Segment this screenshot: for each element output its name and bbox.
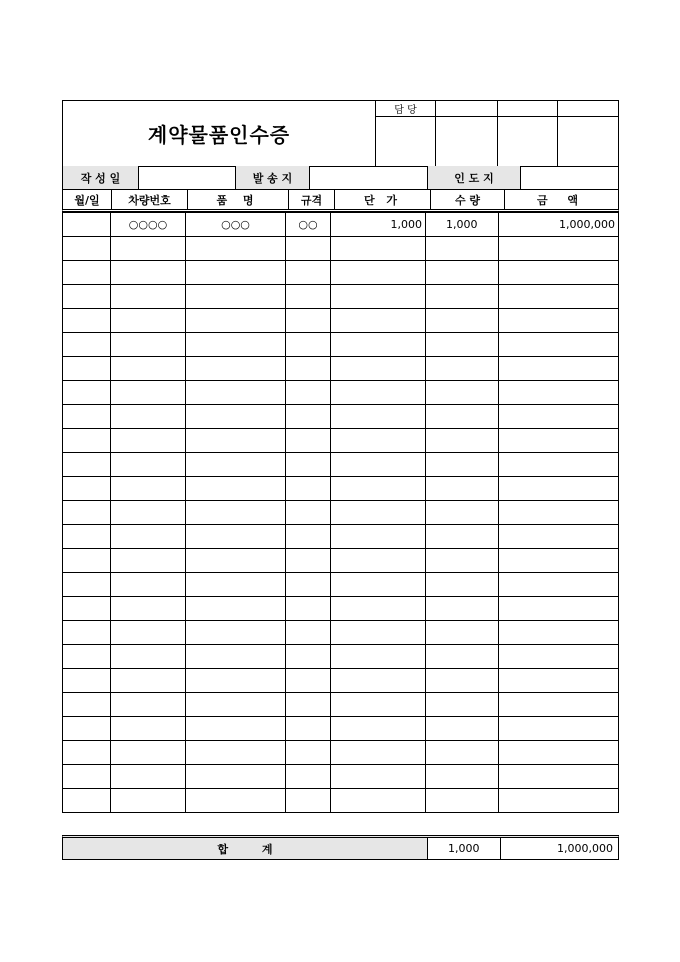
row-qty-cell[interactable]	[426, 477, 499, 501]
row-vehicle-cell[interactable]	[111, 789, 186, 813]
row-item-cell[interactable]	[186, 717, 286, 741]
row-item-cell[interactable]	[186, 501, 286, 525]
row-item-cell[interactable]	[186, 597, 286, 621]
row-spec-cell[interactable]	[286, 237, 331, 261]
table-row	[63, 309, 619, 333]
row-item-cell[interactable]	[186, 261, 286, 285]
row-unit-price-cell[interactable]	[331, 717, 426, 741]
col-header-vehicle: 차량번호	[112, 190, 188, 209]
row-date-cell[interactable]	[63, 261, 111, 285]
row-item-cell[interactable]	[186, 237, 286, 261]
date-label: 작 성 일	[80, 171, 121, 185]
row-qty-cell[interactable]	[426, 333, 499, 357]
row-qty-cell[interactable]	[426, 765, 499, 789]
total-qty: 1,000	[428, 838, 501, 859]
row-spec-cell[interactable]	[286, 261, 331, 285]
row-item-cell[interactable]: ○○○	[186, 213, 286, 237]
row-amount-cell[interactable]	[499, 261, 619, 285]
table-row	[63, 213, 619, 237]
row-unit-price-cell[interactable]	[331, 573, 426, 597]
destination-field[interactable]	[521, 166, 619, 190]
row-spec-cell[interactable]	[286, 357, 331, 381]
row-amount-cell[interactable]	[499, 357, 619, 381]
row-qty-cell[interactable]	[426, 237, 499, 261]
row-unit-price-cell[interactable]	[331, 381, 426, 405]
approval-sign-box-3[interactable]	[497, 116, 558, 167]
table-row	[63, 237, 619, 261]
row-vehicle-cell[interactable]	[111, 309, 186, 333]
row-amount-cell[interactable]	[499, 285, 619, 309]
approval-sign-box-1[interactable]	[375, 116, 436, 167]
row-qty-cell[interactable]	[426, 741, 499, 765]
table-row	[63, 525, 619, 549]
col-header-spec: 규격	[289, 190, 335, 209]
row-item-cell[interactable]	[186, 525, 286, 549]
row-spec-cell[interactable]	[286, 477, 331, 501]
table-row	[63, 381, 619, 405]
destination-label: 인 도 지	[454, 171, 494, 185]
approval-label: 담 당	[394, 105, 417, 116]
table-row	[63, 477, 619, 501]
row-vehicle-cell[interactable]: ○○○○	[111, 213, 186, 237]
row-qty-cell[interactable]: 1,000	[426, 213, 499, 237]
row-unit-price-cell[interactable]	[331, 309, 426, 333]
row-item-cell[interactable]	[186, 645, 286, 669]
row-date-cell[interactable]	[63, 309, 111, 333]
row-qty-cell[interactable]	[426, 525, 499, 549]
destination-label-cell	[427, 166, 521, 190]
row-spec-cell[interactable]	[286, 453, 331, 477]
row-date-cell[interactable]	[63, 525, 111, 549]
row-spec-cell[interactable]: ○○	[286, 213, 331, 237]
row-date-cell[interactable]	[63, 669, 111, 693]
row-date-cell[interactable]	[63, 621, 111, 645]
row-amount-cell[interactable]	[499, 741, 619, 765]
table-row	[63, 453, 619, 477]
row-vehicle-cell[interactable]	[111, 717, 186, 741]
row-date-cell[interactable]	[63, 333, 111, 357]
row-item-cell[interactable]	[186, 765, 286, 789]
table-row	[63, 669, 619, 693]
row-vehicle-cell[interactable]	[111, 573, 186, 597]
row-item-cell[interactable]	[186, 357, 286, 381]
row-unit-price-cell[interactable]	[331, 333, 426, 357]
row-date-cell[interactable]	[63, 285, 111, 309]
row-item-cell[interactable]	[186, 693, 286, 717]
row-unit-price-cell[interactable]	[331, 741, 426, 765]
row-spec-cell[interactable]	[286, 501, 331, 525]
table-row	[63, 333, 619, 357]
table-row	[63, 621, 619, 645]
row-amount-cell[interactable]	[499, 693, 619, 717]
row-item-cell[interactable]	[186, 477, 286, 501]
title-cell	[62, 100, 375, 167]
row-unit-price-cell[interactable]	[331, 453, 426, 477]
items-table-body	[63, 213, 619, 813]
row-unit-price-cell[interactable]	[331, 477, 426, 501]
table-row	[63, 405, 619, 429]
row-qty-cell[interactable]	[426, 501, 499, 525]
approval-head-3	[497, 100, 558, 117]
row-qty-cell[interactable]	[426, 669, 499, 693]
row-qty-cell[interactable]	[426, 357, 499, 381]
row-spec-cell[interactable]	[286, 333, 331, 357]
row-qty-cell[interactable]	[426, 309, 499, 333]
row-item-cell[interactable]	[186, 573, 286, 597]
sender-label-cell	[235, 166, 310, 190]
row-unit-price-cell[interactable]	[331, 549, 426, 573]
table-row	[63, 645, 619, 669]
row-vehicle-cell[interactable]	[111, 285, 186, 309]
table-row	[63, 285, 619, 309]
row-amount-cell[interactable]	[499, 309, 619, 333]
table-row	[63, 741, 619, 765]
row-vehicle-cell[interactable]	[111, 669, 186, 693]
row-vehicle-cell[interactable]	[111, 237, 186, 261]
row-date-cell[interactable]	[63, 381, 111, 405]
row-qty-cell[interactable]	[426, 429, 499, 453]
row-unit-price-cell[interactable]	[331, 645, 426, 669]
row-date-cell[interactable]	[63, 453, 111, 477]
row-vehicle-cell[interactable]	[111, 549, 186, 573]
row-date-cell[interactable]	[63, 405, 111, 429]
row-amount-cell[interactable]	[499, 381, 619, 405]
row-vehicle-cell[interactable]	[111, 477, 186, 501]
approval-head-2	[435, 100, 498, 117]
total-row	[62, 835, 619, 860]
row-spec-cell[interactable]	[286, 669, 331, 693]
row-spec-cell[interactable]	[286, 381, 331, 405]
row-qty-cell[interactable]	[426, 573, 499, 597]
row-date-cell[interactable]	[63, 429, 111, 453]
row-date-cell[interactable]	[63, 645, 111, 669]
table-row	[63, 717, 619, 741]
row-unit-price-cell[interactable]	[331, 693, 426, 717]
row-qty-cell[interactable]	[426, 597, 499, 621]
table-row	[63, 573, 619, 597]
row-vehicle-cell[interactable]	[111, 405, 186, 429]
table-row	[63, 357, 619, 381]
table-row	[63, 501, 619, 525]
row-amount-cell[interactable]	[499, 717, 619, 741]
approval-head-4	[557, 100, 619, 117]
row-amount-cell[interactable]	[499, 429, 619, 453]
row-amount-cell[interactable]	[499, 645, 619, 669]
row-amount-cell[interactable]	[499, 549, 619, 573]
table-row	[63, 693, 619, 717]
row-date-cell[interactable]	[63, 549, 111, 573]
date-field[interactable]	[139, 166, 235, 190]
row-spec-cell[interactable]	[286, 597, 331, 621]
row-amount-cell[interactable]	[499, 789, 619, 813]
row-date-cell[interactable]	[63, 597, 111, 621]
row-vehicle-cell[interactable]	[111, 621, 186, 645]
row-item-cell[interactable]	[186, 453, 286, 477]
items-table	[62, 212, 619, 813]
row-qty-cell[interactable]	[426, 549, 499, 573]
table-row	[63, 765, 619, 789]
col-header-unit-price: 단 가	[335, 190, 431, 209]
column-header-row	[62, 190, 619, 212]
row-date-cell[interactable]	[63, 501, 111, 525]
table-row	[63, 597, 619, 621]
row-unit-price-cell[interactable]	[331, 405, 426, 429]
row-amount-cell[interactable]	[499, 477, 619, 501]
row-spec-cell[interactable]	[286, 621, 331, 645]
row-item-cell[interactable]	[186, 333, 286, 357]
row-spec-cell[interactable]	[286, 741, 331, 765]
row-amount-cell[interactable]	[499, 237, 619, 261]
row-qty-cell[interactable]	[426, 789, 499, 813]
row-amount-cell[interactable]	[499, 621, 619, 645]
row-unit-price-cell[interactable]	[331, 261, 426, 285]
row-item-cell[interactable]	[186, 429, 286, 453]
row-date-cell[interactable]	[63, 357, 111, 381]
row-spec-cell[interactable]	[286, 765, 331, 789]
date-label-cell	[62, 166, 139, 190]
row-unit-price-cell[interactable]	[331, 357, 426, 381]
row-unit-price-cell[interactable]	[331, 285, 426, 309]
col-header-item: 품 명	[188, 190, 289, 209]
approval-label-cell	[375, 100, 436, 117]
table-row	[63, 549, 619, 573]
row-vehicle-cell[interactable]	[111, 333, 186, 357]
row-qty-cell[interactable]	[426, 261, 499, 285]
col-header-qty: 수 량	[431, 190, 505, 209]
row-unit-price-cell[interactable]	[331, 525, 426, 549]
approval-sign-box-2[interactable]	[435, 116, 498, 167]
row-amount-cell[interactable]	[499, 333, 619, 357]
row-spec-cell[interactable]	[286, 645, 331, 669]
row-item-cell[interactable]	[186, 741, 286, 765]
row-qty-cell[interactable]	[426, 717, 499, 741]
row-spec-cell[interactable]	[286, 429, 331, 453]
row-unit-price-cell[interactable]	[331, 501, 426, 525]
row-item-cell[interactable]	[186, 621, 286, 645]
row-vehicle-cell[interactable]	[111, 357, 186, 381]
row-vehicle-cell[interactable]	[111, 693, 186, 717]
row-amount-cell[interactable]	[499, 765, 619, 789]
row-vehicle-cell[interactable]	[111, 597, 186, 621]
row-unit-price-cell[interactable]	[331, 669, 426, 693]
row-spec-cell[interactable]	[286, 525, 331, 549]
table-row	[63, 429, 619, 453]
row-vehicle-cell[interactable]	[111, 765, 186, 789]
sender-label: 발 송 지	[252, 171, 293, 185]
row-qty-cell[interactable]	[426, 285, 499, 309]
page-title: 계약물품인수증	[147, 123, 291, 147]
row-vehicle-cell[interactable]	[111, 741, 186, 765]
row-qty-cell[interactable]	[426, 621, 499, 645]
row-date-cell[interactable]	[63, 717, 111, 741]
row-spec-cell[interactable]	[286, 717, 331, 741]
row-date-cell[interactable]	[63, 693, 111, 717]
row-qty-cell[interactable]	[426, 381, 499, 405]
row-item-cell[interactable]	[186, 549, 286, 573]
row-item-cell[interactable]	[186, 285, 286, 309]
row-spec-cell[interactable]	[286, 309, 331, 333]
row-item-cell[interactable]	[186, 669, 286, 693]
sender-field[interactable]	[310, 166, 427, 190]
row-date-cell[interactable]	[63, 741, 111, 765]
col-header-date: 월/일	[63, 190, 112, 209]
approval-sign-box-4[interactable]	[557, 116, 619, 167]
table-row	[63, 789, 619, 813]
row-amount-cell[interactable]	[499, 597, 619, 621]
row-vehicle-cell[interactable]	[111, 381, 186, 405]
row-date-cell[interactable]	[63, 789, 111, 813]
row-amount-cell[interactable]: 1,000,000	[499, 213, 619, 237]
row-item-cell[interactable]	[186, 309, 286, 333]
row-amount-cell[interactable]	[499, 501, 619, 525]
row-spec-cell[interactable]	[286, 693, 331, 717]
row-date-cell[interactable]	[63, 477, 111, 501]
row-item-cell[interactable]	[186, 789, 286, 813]
row-spec-cell[interactable]	[286, 405, 331, 429]
total-amount: 1,000,000	[501, 838, 618, 859]
row-spec-cell[interactable]	[286, 789, 331, 813]
row-unit-price-cell[interactable]	[331, 237, 426, 261]
row-vehicle-cell[interactable]	[111, 261, 186, 285]
row-qty-cell[interactable]	[426, 405, 499, 429]
row-item-cell[interactable]	[186, 381, 286, 405]
row-unit-price-cell[interactable]: 1,000	[331, 213, 426, 237]
row-amount-cell[interactable]	[499, 453, 619, 477]
row-vehicle-cell[interactable]	[111, 645, 186, 669]
row-date-cell[interactable]	[63, 765, 111, 789]
row-item-cell[interactable]	[186, 405, 286, 429]
total-label: 합 계	[63, 838, 428, 859]
row-vehicle-cell[interactable]	[111, 429, 186, 453]
row-unit-price-cell[interactable]	[331, 429, 426, 453]
row-vehicle-cell[interactable]	[111, 453, 186, 477]
row-date-cell[interactable]	[63, 237, 111, 261]
row-unit-price-cell[interactable]	[331, 621, 426, 645]
row-spec-cell[interactable]	[286, 573, 331, 597]
row-qty-cell[interactable]	[426, 693, 499, 717]
table-row	[63, 261, 619, 285]
row-date-cell[interactable]	[63, 213, 111, 237]
row-vehicle-cell[interactable]	[111, 525, 186, 549]
col-header-amount: 금 액	[536, 193, 587, 207]
row-unit-price-cell[interactable]	[331, 789, 426, 813]
row-qty-cell[interactable]	[426, 453, 499, 477]
row-date-cell[interactable]	[63, 573, 111, 597]
row-unit-price-cell[interactable]	[331, 765, 426, 789]
row-qty-cell[interactable]	[426, 645, 499, 669]
row-spec-cell[interactable]	[286, 549, 331, 573]
row-unit-price-cell[interactable]	[331, 597, 426, 621]
row-amount-cell[interactable]	[499, 405, 619, 429]
row-spec-cell[interactable]	[286, 285, 331, 309]
row-amount-cell[interactable]	[499, 573, 619, 597]
row-amount-cell[interactable]	[499, 669, 619, 693]
row-vehicle-cell[interactable]	[111, 501, 186, 525]
row-amount-cell[interactable]	[499, 525, 619, 549]
